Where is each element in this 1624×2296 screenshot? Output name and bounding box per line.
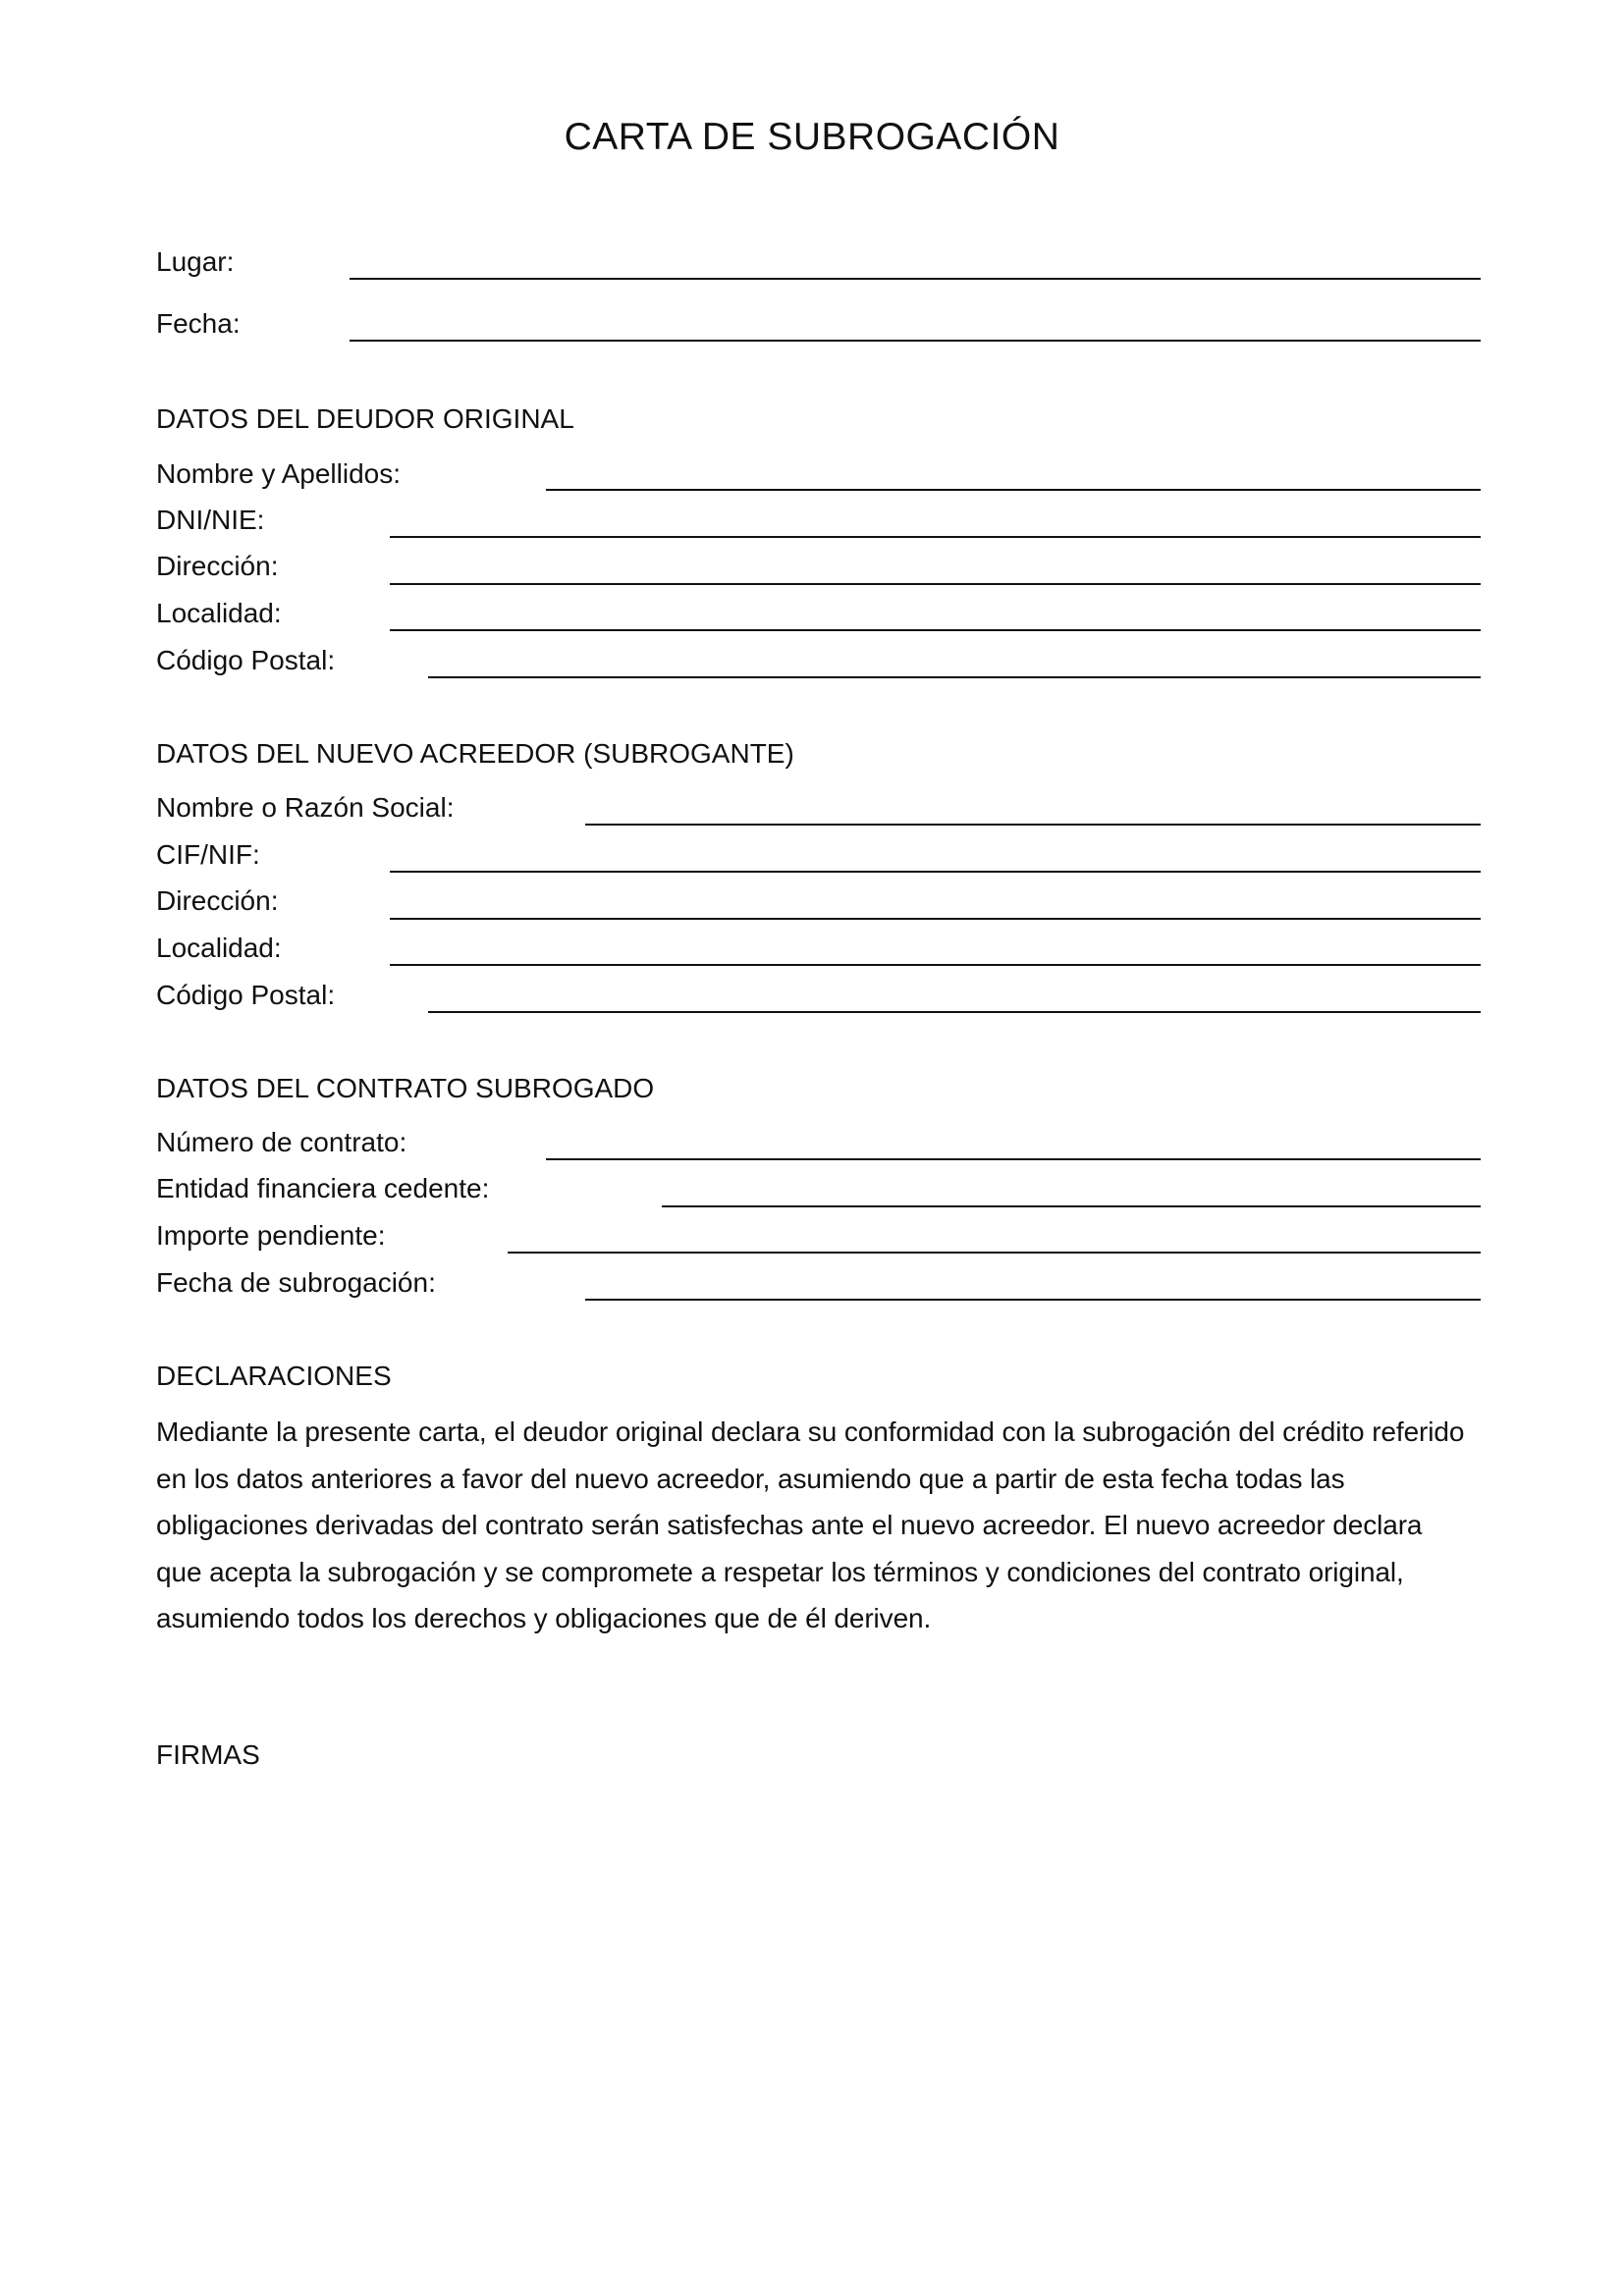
document-title: CARTA DE SUBROGACIÓN <box>564 116 1060 158</box>
declaraciones-line: en los datos anteriores a favor del nuevo acreedor, asumiendo que a partir de esta fecha todas las <box>156 1463 1345 1494</box>
acreedor-cif-label: CIF/NIF: <box>156 839 260 870</box>
acreedor-cp-field-line[interactable] <box>428 1011 1481 1013</box>
deudor-cp-field-line[interactable] <box>428 676 1481 678</box>
acreedor-nombre-label: Nombre o Razón Social: <box>156 792 455 823</box>
acreedor-localidad-label: Localidad: <box>156 933 282 963</box>
deudor-dni-label: DNI/NIE: <box>156 505 265 535</box>
declaraciones-section-heading: DECLARACIONES <box>156 1361 392 1391</box>
contrato-numero-field-line[interactable] <box>546 1158 1481 1160</box>
contrato-fecha-field-line[interactable] <box>585 1299 1481 1301</box>
deudor-dni-field-line[interactable] <box>390 536 1481 538</box>
lugar-field-line[interactable] <box>350 278 1481 280</box>
contrato-entidad-field-line[interactable] <box>662 1205 1481 1207</box>
deudor-localidad-field-line[interactable] <box>390 629 1481 631</box>
acreedor-localidad-field-line[interactable] <box>390 964 1481 966</box>
acreedor-cp-label: Código Postal: <box>156 980 336 1010</box>
deudor-localidad-label: Localidad: <box>156 598 282 628</box>
acreedor-nombre-field-line[interactable] <box>585 824 1481 826</box>
contrato-importe-field-line[interactable] <box>508 1252 1481 1254</box>
contrato-numero-label: Número de contrato: <box>156 1127 407 1157</box>
firmas-section-heading: FIRMAS <box>156 1739 260 1770</box>
declaraciones-paragraph <box>156 1409 1491 1642</box>
declaraciones-line: que acepta la subrogación y se compromete a respetar los términos y condiciones del contrato original, <box>156 1556 1404 1587</box>
deudor-cp-label: Código Postal: <box>156 645 336 675</box>
contrato-entidad-label: Entidad financiera cedente: <box>156 1173 490 1203</box>
deudor-direccion-label: Dirección: <box>156 551 279 581</box>
declaraciones-line: asumiendo todos los derechos y obligaciones que de él deriven. <box>156 1603 932 1633</box>
fecha-field-line[interactable] <box>350 340 1481 342</box>
lugar-label: Lugar: <box>156 246 235 277</box>
acreedor-section-heading: DATOS DEL NUEVO ACREEDOR (SUBROGANTE) <box>156 738 794 769</box>
acreedor-cif-field-line[interactable] <box>390 871 1481 873</box>
deudor-section-heading: DATOS DEL DEUDOR ORIGINAL <box>156 403 574 434</box>
deudor-nombre-label: Nombre y Apellidos: <box>156 458 402 489</box>
fecha-label: Fecha: <box>156 308 241 339</box>
contrato-section-heading: DATOS DEL CONTRATO SUBROGADO <box>156 1073 655 1103</box>
declaraciones-line: obligaciones derivadas del contrato serán satisfechas ante el nuevo acreedor. El nuevo acreedor declara <box>156 1510 1423 1540</box>
contrato-fecha-label: Fecha de subrogación: <box>156 1267 436 1298</box>
acreedor-direccion-field-line[interactable] <box>390 918 1481 920</box>
declaraciones-line: Mediante la presente carta, el deudor original declara su conformidad con la subrogación del crédito referido <box>156 1416 1465 1447</box>
deudor-nombre-field-line[interactable] <box>546 489 1481 491</box>
contrato-importe-label: Importe pendiente: <box>156 1220 386 1251</box>
deudor-direccion-field-line[interactable] <box>390 583 1481 585</box>
acreedor-direccion-label: Dirección: <box>156 885 279 916</box>
